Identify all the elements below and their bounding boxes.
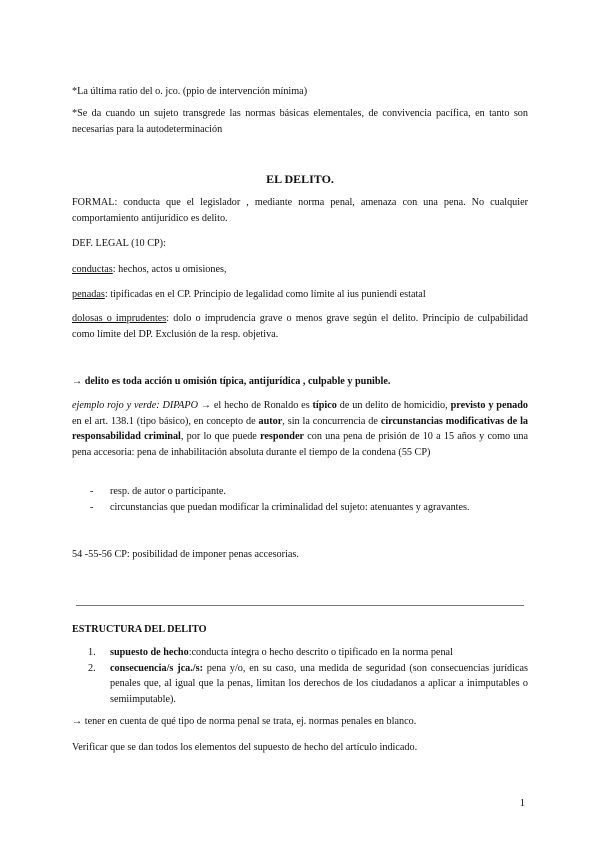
example-text: con una pena de prisión de 10 a 15 años y como una pena accesoria: pena de inhabilitación absoluta durante el tiempo de la condena (55 CP)	[72, 431, 529, 458]
dolosas-term: dolosas o imprudentes	[72, 313, 167, 324]
formal-definition: FORMAL: conducta que el legislador , mediante norma penal, amenaza con una pena. No cualquier comportamiento antijurídico es delito.	[72, 197, 528, 224]
example-label: ejemplo rojo y verde: DIPAPO	[72, 400, 198, 411]
list-item	[72, 661, 528, 708]
list-item-text: resp. de autor o participante.	[110, 486, 226, 497]
conductas-term: conductas	[72, 264, 113, 275]
arrow-icon: →	[72, 716, 83, 727]
dolosas-text: : dolo o imprudencia grave o menos grave según el delito. Principio de culpabilidad como límite del DP. Exclusión de la resp. objetiva.	[72, 313, 528, 340]
penadas-paragraph	[72, 287, 528, 303]
page-number: 1	[519, 798, 525, 809]
bullet-marker: -	[90, 486, 94, 497]
nota-text: tener en cuenta de qué tipo de norma penal se trata, ej. normas penales en blanco.	[82, 716, 417, 727]
bullet-marker: -	[90, 501, 94, 513]
intro-line-1: *La última ratio del o. jco. (ppio de intervención mínima)	[72, 86, 308, 97]
list-item-text: circunstancias que puedan modificar la criminalidad del sujeto: atenuantes y agravantes.	[110, 501, 470, 513]
def-legal-heading: DEF. LEGAL (10 CP):	[72, 238, 166, 249]
bullet-list	[72, 484, 528, 515]
list-item	[72, 500, 528, 516]
list-item-rest: pena y/o, en su caso, una medida de seguridad (son consecuencias jurídicas penales que, al igual que la penas, limitan los derechos de los ciudadanos a aplicar a inimputables o semiimputable).	[110, 662, 528, 705]
list-item-term: supuesto de hecho	[110, 647, 189, 658]
example-bold: responder	[260, 431, 305, 442]
intro-line-2: *Se da cuando un sujeto transgrede las normas básicas elementales, de convivencia pacífica, en tanto son necesarias para la autodeterminación	[72, 108, 528, 135]
conductas-text: : hechos, actos u omisiones,	[112, 264, 227, 275]
verificar-paragraph: Verificar que se dan todos los elementos del supuesto de hecho del artículo indicado.	[72, 742, 418, 753]
example-text: el hecho de Ronaldo es	[211, 400, 313, 411]
conductas-paragraph	[72, 262, 528, 278]
list-item	[72, 645, 528, 661]
dolosas-paragraph	[72, 311, 528, 342]
nota-paragraph	[72, 714, 528, 730]
list-item-term: consecuencia/s jca./s:	[110, 662, 203, 674]
estructura-heading: ESTRUCTURA DEL DELITO	[72, 624, 207, 635]
arrow-icon: →	[200, 400, 212, 411]
page-title: EL DELITO.	[266, 172, 334, 186]
penadas-term: penadas	[72, 289, 105, 300]
penadas-text: : tipificadas en el CP. Principio de legalidad como límite al ius puniendi estatal	[104, 289, 426, 300]
list-item-rest: :conducta íntegra o hecho descrito o tipificado en la norma penal	[188, 647, 453, 658]
example-text: , por lo que puede	[180, 431, 261, 442]
delito-definition-text: delito es toda acción u omisión típica, antijurídica , culpable y punible.	[84, 376, 391, 387]
list-number: 2.	[88, 662, 96, 674]
estructura-list	[72, 645, 528, 707]
arrow-icon: →	[72, 376, 83, 387]
example-text: en el art. 138.1 (tipo básico), en concepto de	[72, 415, 259, 427]
list-item-text	[110, 661, 528, 708]
example-text: de un delito de homicidio,	[336, 400, 451, 411]
example-bold: típico	[312, 400, 337, 411]
list-number: 1.	[88, 647, 96, 658]
example-bold: previsto y penado	[450, 400, 528, 411]
list-item-text	[110, 645, 528, 661]
example-bold: autor	[258, 415, 283, 427]
example-paragraph	[72, 398, 528, 460]
accesorias-paragraph: 54 -55-56 CP: posibilidad de imponer penas accesorias.	[72, 549, 299, 560]
list-item	[72, 484, 528, 500]
example-bold: circunstancias modificativas de la responsabilidad criminal	[72, 415, 528, 442]
divider	[76, 605, 524, 606]
example-text: , sin la concurrencia de	[282, 415, 381, 427]
delito-definition	[72, 374, 528, 390]
